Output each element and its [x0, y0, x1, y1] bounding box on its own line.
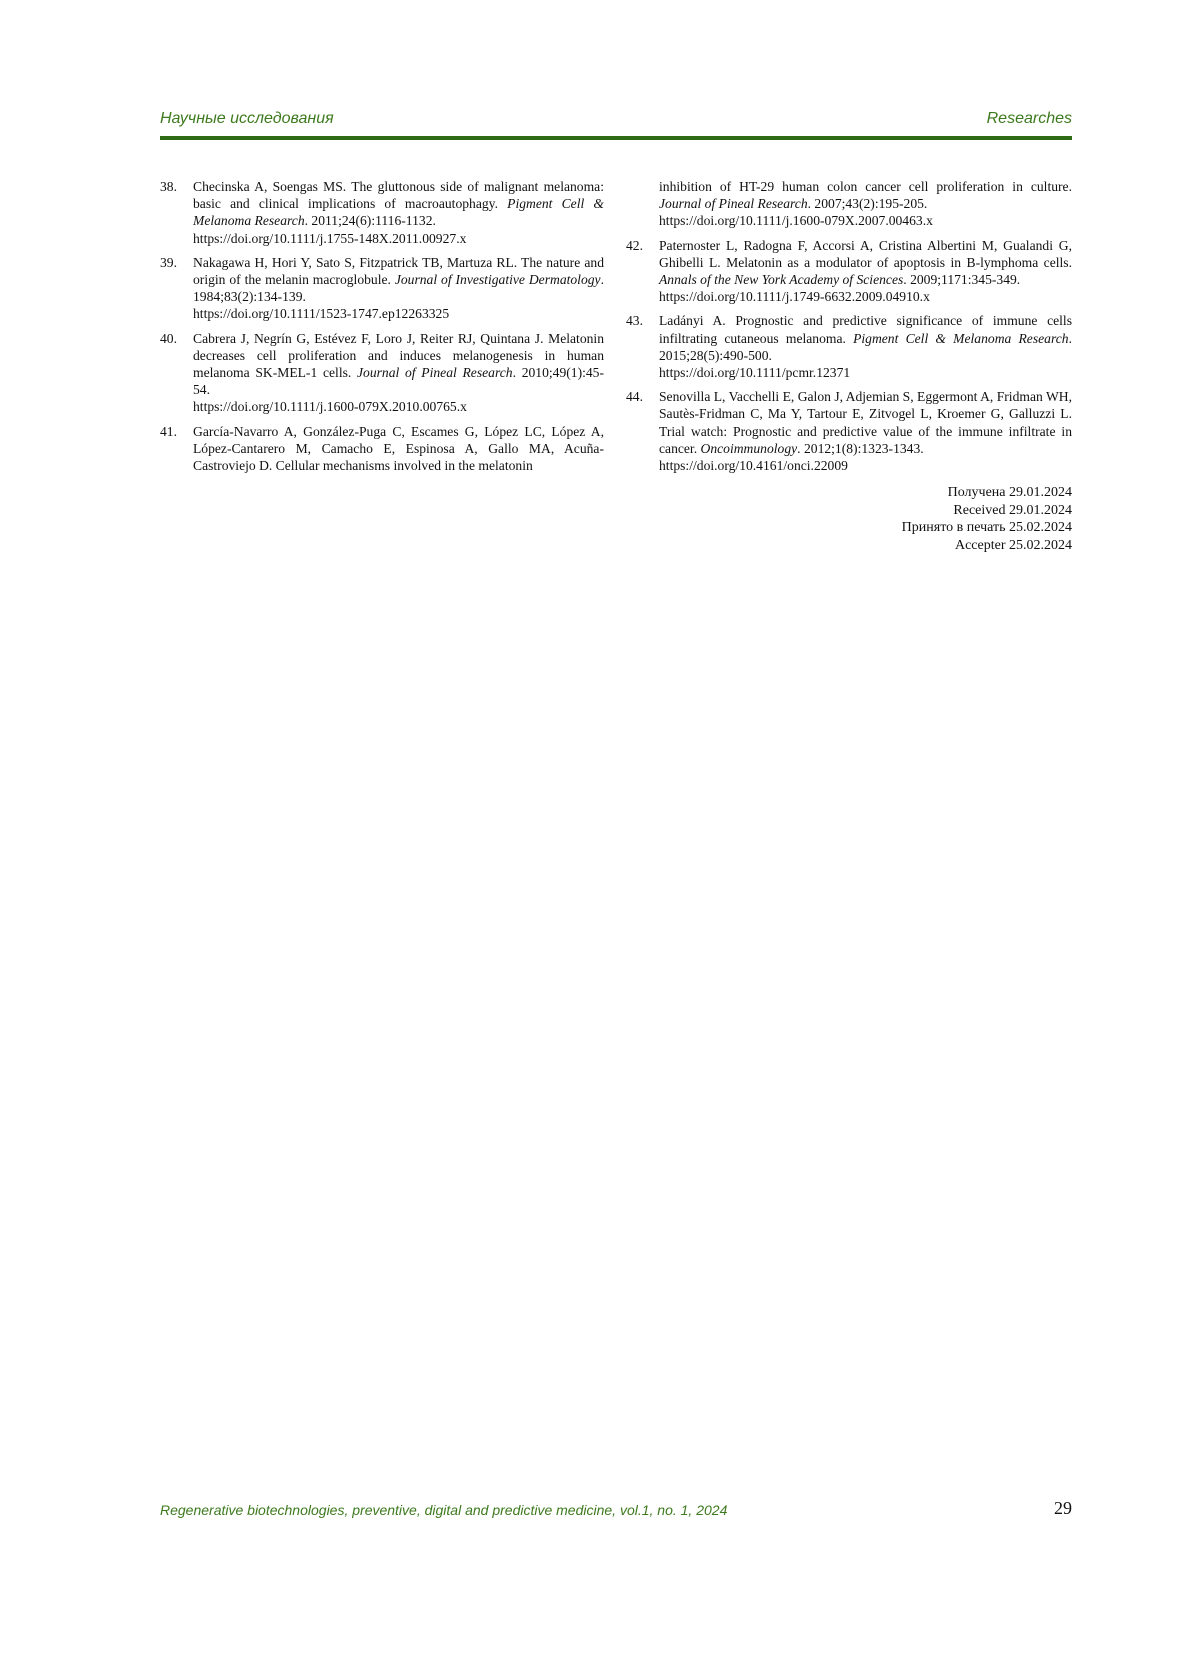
- page-number: 29: [1054, 1498, 1072, 1518]
- reference-journal: Journal of Pineal Research: [659, 196, 808, 212]
- reference-text: García-Navarro A, González-Puga C, Escames G, López LC, López A, López-Cantarero M, Camacho E, Espinosa A, Gallo MA, Acuña-Castroviejo D. Cellular mechanisms involved in the melatonin: [193, 423, 604, 474]
- reference-doi-link[interactable]: https://doi.org/10.1111/1523-1747.ep12263325: [193, 306, 450, 322]
- reference-journal: Journal of Pineal Research: [357, 365, 513, 381]
- reference-text: inhibition of HT-29 human colon cancer cell proliferation in culture.: [659, 179, 1072, 194]
- reference-number: 38.: [160, 179, 177, 194]
- reference-journal: Pigment Cell & Melanoma Research: [193, 196, 605, 229]
- reference-authors-title: Ladányi A. Prognostic and predictive significance of immune cells infiltrating cutaneous melanoma.: [659, 313, 1072, 346]
- received-date-ru: Получена 29.01.2024: [947, 485, 1072, 500]
- reference-journal: Annals of the New York Academy of Sciences: [659, 272, 904, 288]
- reference-42: [626, 237, 1072, 306]
- reference-details: . 2015;28(5):490-500.: [659, 330, 1072, 363]
- reference-number: 40.: [160, 330, 177, 346]
- reference-journal: Oncoimmunology: [700, 440, 798, 456]
- reference-journal: Journal of Investigative Dermatology: [394, 272, 601, 288]
- reference-number: 39.: [160, 254, 177, 270]
- received-date-en: Received 29.01.2024: [953, 502, 1072, 518]
- reference-40: [160, 330, 604, 416]
- reference-doi-link[interactable]: https://doi.org/10.1111/j.1600-079X.2010.00765.x: [193, 399, 467, 415]
- reference-43: [626, 312, 1072, 381]
- running-head-left: Научные исследования: [160, 110, 334, 127]
- reference-authors-title: Checinska A, Soengas MS. The gluttonous side of malignant melanoma: basic and clinical implications of macroautophagy.: [193, 179, 604, 212]
- reference-details: . 2012;1(8):1323-1343.: [797, 440, 924, 456]
- reference-41: [160, 423, 604, 475]
- reference-text: [659, 237, 1072, 306]
- reference-text: [193, 254, 604, 323]
- reference-doi-link[interactable]: https://doi.org/10.1111/j.1755-148X.2011.00927.x: [193, 230, 467, 246]
- reference-journal: Pigment Cell & Melanoma Research: [853, 330, 1069, 346]
- reference-doi-link[interactable]: https://doi.org/10.4161/onci.22009: [659, 458, 848, 474]
- reference-text: [659, 388, 1072, 474]
- references-left-column: [160, 178, 604, 481]
- reference-details: . 2010;49(1):45-54.: [193, 365, 604, 398]
- submission-dates: [626, 484, 1072, 554]
- reference-details: . 2009;1171:345-349.: [903, 272, 1021, 288]
- running-head-right: Researches: [986, 110, 1072, 127]
- reference-41-continuation: [626, 178, 1072, 230]
- reference-number: 44.: [626, 389, 643, 405]
- reference-39: [160, 254, 604, 323]
- reference-doi-link[interactable]: https://doi.org/10.1111/j.1749-6632.2009.04910.x: [659, 289, 930, 305]
- reference-doi-link[interactable]: https://doi.org/10.1111/j.1600-079X.2007.00463.x: [659, 213, 933, 229]
- footer-journal-title: Regenerative biotechnologies, preventive, digital and predictive medicine, vol.1, no. 1, 2024: [160, 1502, 728, 1518]
- reference-doi-link[interactable]: https://doi.org/10.1111/pcmr.12371: [659, 365, 851, 381]
- references-right-column: [626, 178, 1072, 481]
- reference-authors-title: Paternoster L, Radogna F, Accorsi A, Cristina Albertini M, Gualandi G, Ghibelli L. Melatonin as a modulator of apoptosis in B-lymphoma cells.: [659, 237, 1072, 270]
- reference-authors-title: Senovilla L, Vacchelli E, Galon J, Adjemian S, Eggermont A, Fridman WH, Sautès-Fridman C, Ma Y, Tartour E, Zitvogel L, Kroemer G, Galluzzi L. Trial watch: Prognostic and predictive value of the immune infiltrate in cancer.: [659, 389, 1072, 456]
- reference-text: [193, 330, 604, 416]
- reference-text: [193, 178, 604, 247]
- reference-number: 41.: [160, 423, 177, 439]
- reference-44: [626, 388, 1072, 474]
- reference-authors-title: Cabrera J, Negrín G, Estévez F, Loro J, Reiter RJ, Quintana J. Melatonin decreases cell proliferation and induces melanogenesis in human melanoma SK-MEL-1 cells.: [193, 330, 604, 381]
- reference-number: 42.: [626, 237, 643, 253]
- running-head: [160, 110, 1072, 136]
- header-rule: [160, 136, 1072, 140]
- reference-details: . 2007;43(2):195-205.: [807, 196, 928, 212]
- reference-authors-title: Nakagawa H, Hori Y, Sato S, Fitzpatrick TB, Martuza RL. The nature and origin of the melanin macroglobule.: [193, 254, 604, 288]
- reference-details: . 2011;24(6):1116-1132.: [304, 213, 436, 229]
- reference-details: . 1984;83(2):134-139.: [193, 272, 604, 305]
- accepted-date-en: Accepter 25.02.2024: [954, 537, 1072, 553]
- accepted-date-ru: Принято в печать 25.02.2024: [901, 520, 1072, 535]
- reference-text: [659, 312, 1072, 381]
- reference-number: 43.: [626, 313, 643, 329]
- reference-38: [160, 178, 604, 247]
